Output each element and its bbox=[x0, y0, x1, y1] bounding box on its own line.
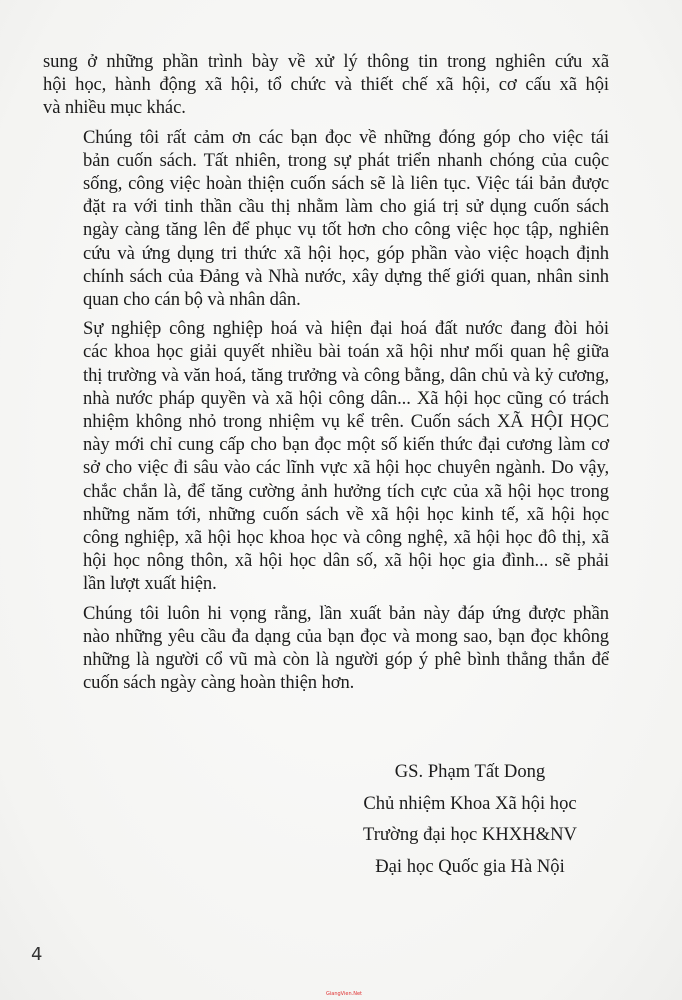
author-name: GS. Phạm Tất Dong bbox=[394, 761, 546, 782]
watermark: GiangVien.Net bbox=[326, 991, 362, 997]
paragraph-3 bbox=[43, 317, 609, 595]
text-line: những là người cổ vũ mà còn là người góp ý phê bình thẳng thắn để bbox=[83, 649, 609, 671]
text-line: Sự nghiệp công nghiệp hoá và hiện đại hoá đất nước đang đòi hỏi bbox=[83, 318, 609, 340]
text-line: sống, công việc hoàn thiện cuốn sách sẽ là liên tục. Việc tái bản được bbox=[83, 173, 609, 195]
text-line: hội học, hành động xã hội, tổ chức và thiết chế xã hội, cơ cấu xã hội bbox=[43, 74, 609, 96]
text-line: cứu và ứng dụng tri thức xã hội học, góp phần vào việc hoạch định bbox=[83, 242, 609, 264]
paragraph-1 bbox=[43, 50, 609, 120]
text-line: nhà nước pháp quyền và xã hội công dân... Xã hội học cũng có trách bbox=[83, 387, 609, 409]
text-line: chính sách của Đảng và Nhà nước, xây dựng thế giới quan, nhân sinh bbox=[83, 265, 609, 287]
text-line: hội học nông thôn, xã hội học dân số, xã hội học gia đình... sẽ phải bbox=[83, 550, 609, 572]
author-institution: Trường đại học KHXH&NV bbox=[363, 824, 577, 845]
text-line: quan cho cán bộ và nhân dân. bbox=[83, 289, 301, 311]
text-line: nhiệm không nhỏ trong nhiệm vụ kể trên. Cuốn sách XÃ HỘI HỌC bbox=[83, 411, 609, 433]
text-line: những năm tới, những cuốn sách về xã hội học kinh tế, xã hội học bbox=[83, 503, 609, 525]
text-line: thị trường và văn hoá, tăng trưởng và công bằng, dân chủ và kỷ cương, bbox=[83, 364, 609, 386]
text-line: lần lượt xuất hiện. bbox=[83, 573, 217, 595]
text-line: cuốn sách ngày càng hoàn thiện hơn. bbox=[83, 672, 355, 694]
text-line: đặt ra với tinh thần cầu thị nhằm làm cho giá trị sử dụng cuốn sách bbox=[83, 196, 609, 218]
text-line: chắc chắn là, để tăng cường ảnh hưởng tích cực của xã hội học trong bbox=[83, 480, 609, 502]
text-line: Chúng tôi rất cảm ơn các bạn đọc về những đóng góp cho việc tái bbox=[83, 126, 609, 148]
text-line: ngày càng tăng lên để phục vụ tốt hơn cho công việc học tập, nghiên bbox=[83, 219, 609, 241]
body-text bbox=[43, 50, 609, 700]
paragraph-2 bbox=[43, 126, 609, 312]
text-line: bản cuốn sách. Tất nhiên, trong sự phát triển nhanh chóng của cuộc bbox=[83, 149, 609, 171]
text-line: Chúng tôi luôn hi vọng rằng, lần xuất bản này đáp ứng được phần bbox=[83, 602, 609, 624]
text-line: và nhiều mục khác. bbox=[43, 97, 186, 119]
text-line: các khoa học giải quyết nhiều bài toán xã hội như mối quan hệ giữa bbox=[83, 341, 609, 363]
text-line: sung ở những phần trình bày về xử lý thông tin trong nghiên cứu xã bbox=[43, 51, 609, 72]
page-number: 4 bbox=[31, 944, 43, 965]
text-line: này mới chỉ cung cấp cho bạn đọc một số kiến thức đại cương làm cơ bbox=[83, 434, 609, 456]
paragraph-4 bbox=[43, 602, 609, 695]
text-line: sở cho việc đi sâu vào các lĩnh vực xã hội học chuyên ngành. Do vậy, bbox=[83, 457, 609, 479]
text-line: nào những yêu cầu đa dạng của bạn đọc và mong sao, bạn đọc không bbox=[83, 625, 609, 647]
author-university: Đại học Quốc gia Hà Nội bbox=[375, 855, 565, 877]
author-title: Chủ nhiệm Khoa Xã hội học bbox=[363, 792, 577, 814]
text-line: công nghiệp, xã hội học khoa học và công nghệ, xã hội học đô thị, xã bbox=[83, 527, 609, 549]
signature-block bbox=[330, 756, 610, 882]
